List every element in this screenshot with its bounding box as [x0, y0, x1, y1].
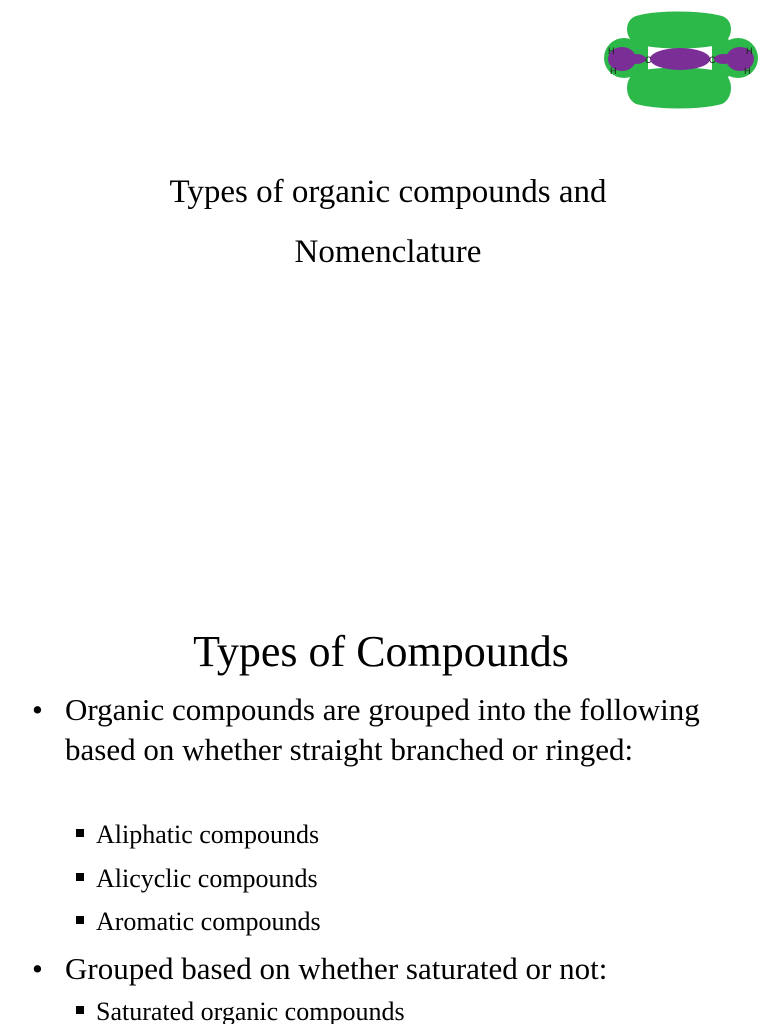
slide-heading: Types of Compounds — [193, 627, 569, 676]
slide-content — [0, 576, 768, 1024]
atom-label: H — [746, 46, 753, 56]
slide-title-line-1: Types of organic compounds and — [169, 174, 607, 210]
sub-bullet-item — [76, 906, 321, 938]
sub-bullet-text: Aliphatic compounds — [96, 820, 320, 849]
atom-label: H — [610, 66, 617, 76]
sub-bullet-item — [76, 819, 319, 851]
bullet-dot: • — [32, 951, 43, 986]
sub-bullet-item — [76, 863, 318, 895]
sub-bullet-text: Aromatic compounds — [96, 907, 321, 936]
atom-label: H — [608, 46, 615, 56]
sub-bullet-text: Saturated organic compounds — [96, 997, 405, 1024]
ethylene-molecule-image — [600, 8, 760, 112]
bullet-text: Organic compounds are grouped into the following based on whether straight branched or ringed: — [65, 692, 700, 767]
bullet-item — [32, 690, 752, 770]
square-bullet-icon — [76, 829, 84, 837]
bullet-item — [32, 949, 752, 989]
square-bullet-icon — [76, 916, 84, 924]
bullet-text: Grouped based on whether saturated or not: — [65, 951, 608, 986]
slide-title-line-2: Nomenclature — [294, 234, 482, 270]
sub-bullet-text: Alicyclic compounds — [96, 864, 318, 893]
sigma-bond-lobes — [608, 47, 754, 71]
square-bullet-icon — [76, 873, 84, 881]
atom-label: H — [744, 66, 751, 76]
square-bullet-icon — [76, 1006, 84, 1014]
atom-label: C — [645, 55, 652, 65]
atom-label: C — [709, 55, 716, 65]
sub-bullet-item — [76, 996, 405, 1024]
bullet-dot: • — [32, 692, 43, 727]
